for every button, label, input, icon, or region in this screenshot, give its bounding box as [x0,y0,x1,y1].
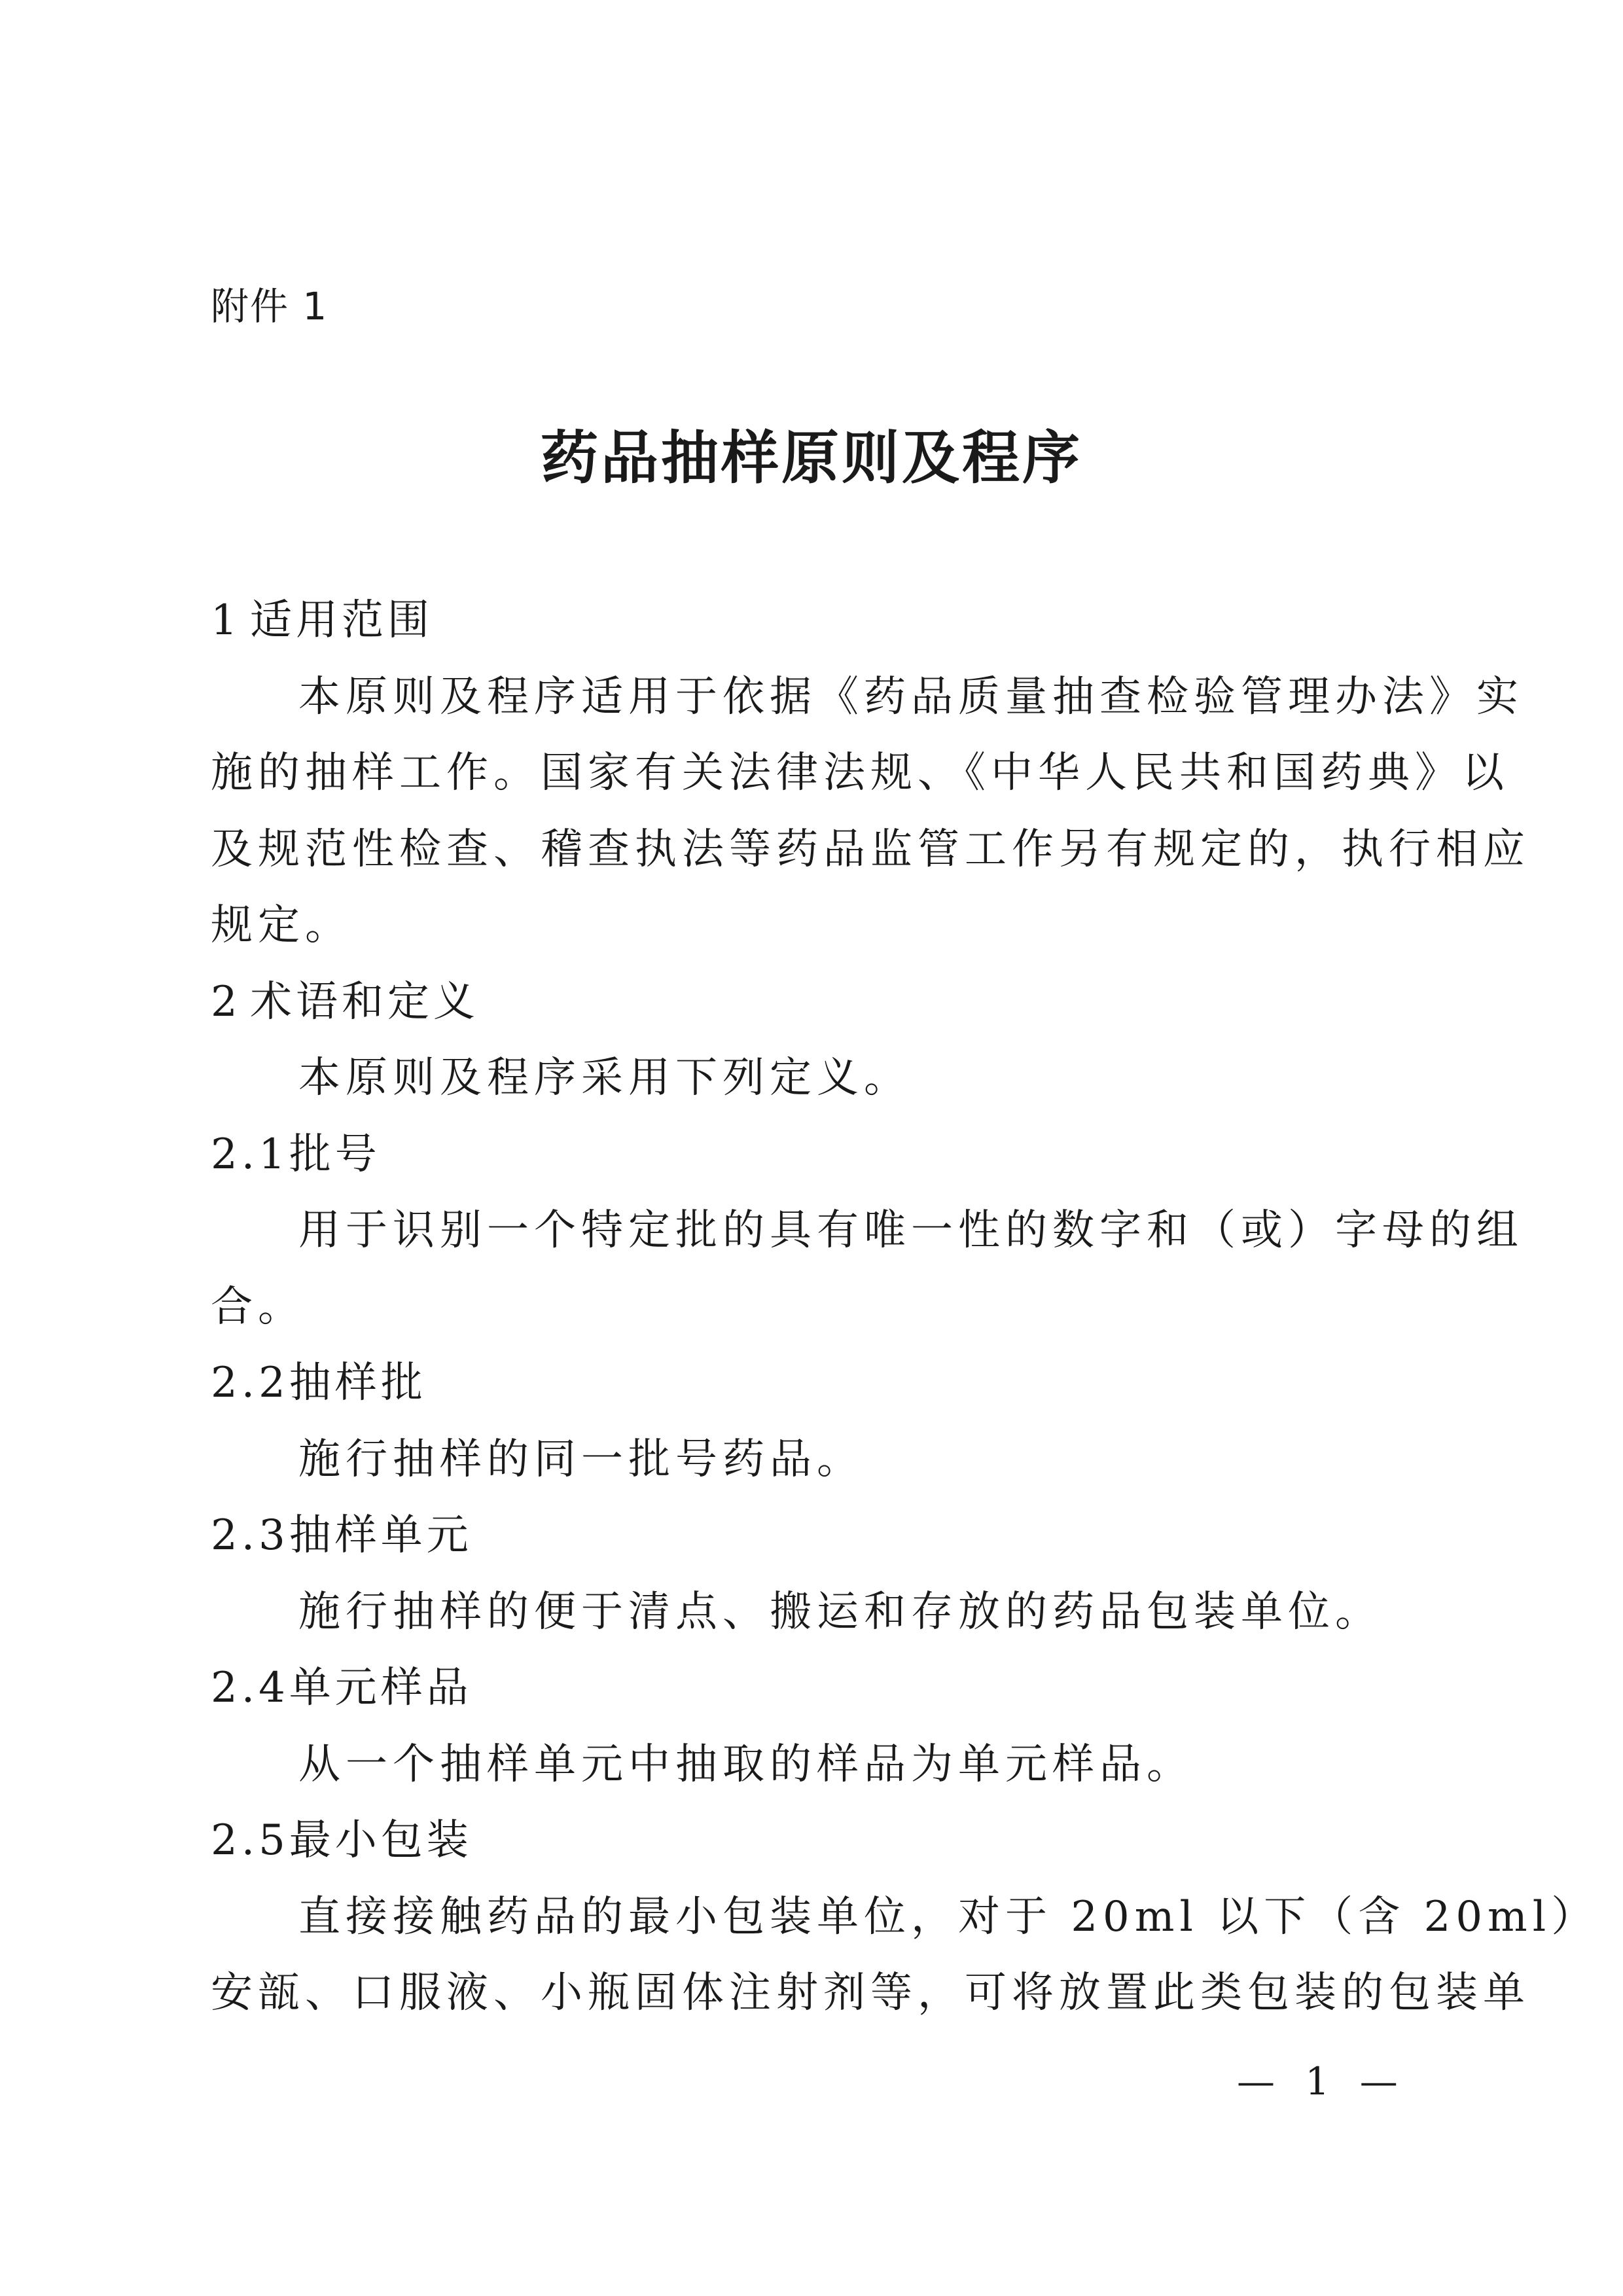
paragraph-line: 安瓿、口服液、小瓶固体注射剂等，可将放置此类包装的包装单 [211,1969,1530,2017]
subsection-number: 2.1 [211,1130,289,1179]
paragraph-line: 施行抽样的便于清点、搬运和存放的药品包装单位。 [298,1587,1382,1636]
attachment-label: 附件 1 [211,284,329,329]
paragraph-line: 规定。 [211,901,352,950]
section-title: 术语和定义 [250,977,479,1026]
section-heading [211,964,1415,1041]
section-number: 1 [211,596,241,645]
subsection-heading [211,1498,1415,1574]
section-title: 适用范围 [250,596,433,645]
subsection-number: 2.4 [211,1664,289,1712]
subsection-heading [211,1803,1415,1879]
subsection-title: 抽样批 [289,1359,427,1407]
section-number: 2 [211,977,241,1026]
subsection-title: 批号 [289,1130,381,1179]
subsection-heading [211,1650,1415,1727]
paragraph-line: 本原则及程序采用下列定义。 [298,1054,911,1102]
paragraph-line: 从一个抽样单元中抽取的样品为单元样品。 [298,1740,1194,1789]
paragraph-line: 合。 [211,1282,305,1331]
subsection-heading [211,1117,1415,1193]
paragraph-line: 用于识别一个特定批的具有唯一性的数字和（或）字母的组 [298,1206,1524,1255]
page-number: — 1 — [1237,2059,1407,2104]
subsection-number: 2.2 [211,1359,289,1407]
document-body [211,583,1599,2032]
subsection-title: 单元样品 [289,1664,473,1712]
paragraph-line: 直接接触药品的最小包装单位，对于 20ml 以下（含 20ml） [298,1892,1599,1941]
section-heading [211,583,1415,659]
paragraph-line: 本原则及程序适用于依据《药品质量抽查检验管理办法》实 [298,672,1524,721]
paragraph-line: 施行抽样的同一批号药品。 [298,1435,864,1484]
subsection-number: 2.3 [211,1511,289,1560]
subsection-heading [211,1345,1415,1422]
paragraph-line: 及规范性检查、稽查执法等药品监管工作另有规定的，执行相应 [211,825,1530,874]
paragraph-line: 施的抽样工作。国家有关法律法规、《中华人民共和国药典》以 [211,749,1509,797]
subsection-title: 抽样单元 [289,1511,473,1560]
document-title: 药品抽样原则及程序 [540,424,1082,492]
subsection-number: 2.5 [211,1816,289,1865]
subsection-title: 最小包装 [289,1816,473,1865]
